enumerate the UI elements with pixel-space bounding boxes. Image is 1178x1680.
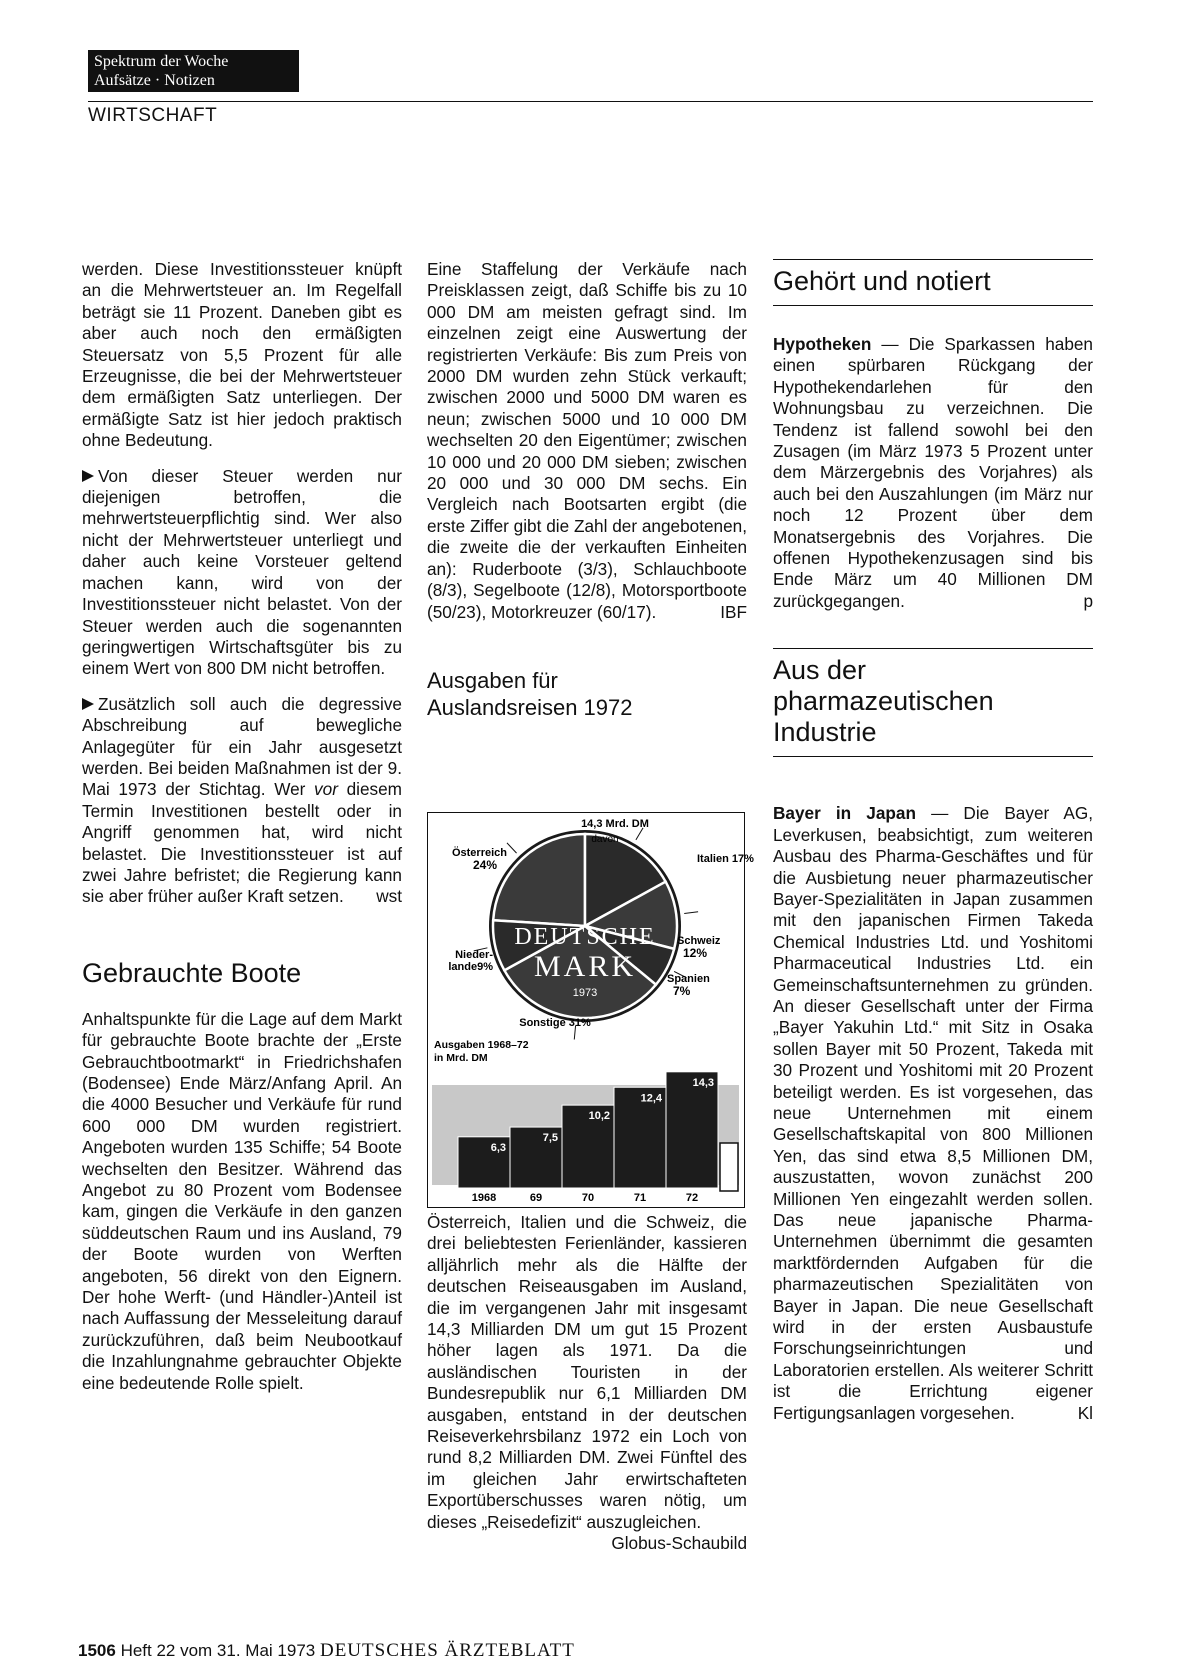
paragraph: Anhaltspunkte für die Lage auf dem Markt für gebrauchte Boote brachte der „Erste Gebrauchtbootmarkt“ in Friedrichshafen (Bodensee) Ende März/Anfang April. An die 4000 Besucher und Verkäufe für rund 600 000 DM wurden registriert. Angeboten wurden 135 Schiffe; 54 Boote wechselten den Besitzer. Während das Angebot zu 80 Prozent vom Bodensee kam, gingen die Verkäufe in den ganzen süddeutschen Raum und ins Ausland, 79 der Boote wurden von Werften angeboten, 56 direkt von den Eignern. Der hohe Werft- (und Händler-)Anteil ist nach Auffassung der Messeleitung darauf zurückzuführen, daß beim Neubootkauf die Inzahlungnahme gebrauchter Objekte eine bedeutende Rolle spielt. xyxy=(82,1008,402,1393)
paragraph: Zusätzlich soll auch die degressive Abschreibung auf bewegliche Anlagegüter für ein Jahr ausgesetzt werden. Bei beiden Maßnahmen ist der 9. Mai 1973 der Stichtag. Wer vor diesem Termin Investitionen bestellt oder in Angriff genommen hat, wird nicht belastet. Die Investitionssteuer ist auf zwei Jahre befristet; die Regierung kann sie aber früher außer Kraft setzen. wst xyxy=(82,693,402,907)
paragraph: werden. Diese Investitionssteuer knüpft an die Mehrwertsteuer an. Im Regelfall beträgt sie 11 Prozent. Daneben gibt es aber auch noch den ermäßigten Steuersatz von 5,5 Prozent für alle Erzeugnisse, die bei der Mehrwertsteuer dem ermäßigten Satz unterliegen. Der ermäßigte Satz ist hier jedoch praktisch ohne Bedeutung. xyxy=(82,259,402,451)
bullet-triangle-icon xyxy=(82,470,94,482)
paragraph: Bayer in Japan — Die Bayer AG, Leverkusen, beabsichtigt, zum weiteren Ausbau des Pharma-Geschäftes und für die Ausbietung neuer pharmazeutischer Bayer-Spezialitäten in Japan zusammen mit den japanischen Firmen Takeda Chemical Industries Ltd. und Yoshitomi Pharmaceutical Industries Ltd. ein Gemeinschaftsunternehmen zu gründen. An dieser Gesellschaft unter der Firma „Bayer Yakuhin Ltd.“ mit Sitz in Osaka sollen Bayer mit 50 Prozent, Takeda mit 30 Prozent und Yoshitomi mit 20 Prozent beteiligt werden. Es ist vorgesehen, das neue Unternehmen mit einem Gesellschaftskapital von 800 Millionen Yen, das sind etwa 8,5 Millionen DM, auszustatten, wovon zunächst 200 Millionen Yen eingezahlt werden sollen. Das neue japanische Pharma-Unternehmen übernimmt die gesamten marktfördernden Aufgaben für die pharmazeutischen Spezialitäten von Bayer in Japan. Die neue Gesellschaft wird in der ersten Ausbaustufe Forschungseinrichtungen und Laboratorien erstellen. Als weiterer Schritt ist die Errichtung eigener Fertigungsanlagen vorgesehen. Kl xyxy=(773,803,1094,1423)
headline-gebrauchte-boote: Gebrauchte Boote xyxy=(82,957,302,988)
author-signature: wst xyxy=(376,886,402,907)
page-footer xyxy=(78,1640,575,1662)
pie-slice-label: Österreich xyxy=(451,847,507,859)
pie-subtitle: davon xyxy=(591,834,619,845)
pie-slice-label: Spanien xyxy=(667,973,710,985)
header-rule xyxy=(88,101,1093,102)
coin-year: 1973 xyxy=(572,987,598,999)
paragraph: Österreich, Italien und die Schweiz, die drei beliebtesten Ferienländer, kassieren alljährlich mehr als die Hälfte der deutschen Reiseausgaben im Ausland, die im vergangenen Jahr mit insgesamt 14,3 Milliarden DM um gut 15 Prozent höher lagen als 1971. Da die ausländischen Touristen in der Bundesrepublik nur 6,1 Milliarden DM ausgaben, entstand in der deutschen Reiseverkehrsbilanz 1972 ein Loch von rund 8,2 Milliarden DM. Zwei Fünftel des im gleichen Jahr erwirtschafteten Exportüberschusses waren nötig, um dieses „Reisedefizit“ auszugleichen. Globus-Schaubild xyxy=(427,1212,747,1554)
bar-value-label: 12,4 xyxy=(640,1092,662,1105)
masthead xyxy=(88,50,299,92)
section-label: WIRTSCHAFT xyxy=(88,105,218,126)
pie-slice-value: 7% xyxy=(673,984,691,998)
bar-category-label: 72 xyxy=(685,1192,699,1204)
column-1 xyxy=(82,259,402,1394)
author-signature: Kl xyxy=(1077,1402,1093,1423)
bar-category-label: 1968 xyxy=(471,1192,497,1204)
pie-slice-label: Nieder- xyxy=(455,949,493,961)
column-3 xyxy=(773,259,1093,1424)
chart-graphic xyxy=(428,813,754,1206)
headline-gehoert-und-notiert: Gehört und notiert xyxy=(773,266,991,296)
pie-slice-label: Sonstige 31% xyxy=(519,1017,591,1029)
coin-text: DEUTSCHE xyxy=(514,924,656,950)
magazine-name: DEUTSCHES ÄRZTEBLATT xyxy=(319,1640,575,1661)
coin-text: MARK xyxy=(533,950,637,983)
bar-category-label: 69 xyxy=(529,1192,543,1204)
issue-info: Heft 22 vom 31. Mai 1973 xyxy=(120,1641,316,1660)
bar-category-label: 71 xyxy=(633,1192,647,1204)
bar-category-label: 70 xyxy=(581,1192,595,1204)
bar xyxy=(666,1072,718,1188)
bullet-triangle-icon xyxy=(82,698,94,710)
masthead-line-1: Spektrum der Woche xyxy=(94,53,229,70)
column-2-lower xyxy=(427,1212,747,1555)
bar-value-label: 10,2 xyxy=(588,1110,610,1123)
bar-chart-title: Ausgaben 1968–72 xyxy=(434,1039,529,1051)
pie-total-label: 14,3 Mrd. DM xyxy=(581,818,649,830)
paragraph: Von dieser Steuer werden nur diejenigen betroffen, die mehrwertsteuerpflichtig sind. Wer also nicht der Mehrwertsteuer unterliegt und daher auch keine Vorsteuer geltend machen kann, wird von der Investitionssteuer nicht belastet. Von der Steuer werden auch die sogenannten geringwertigen Wirtschaftsgüter bis zu einem Wert von 800 DM nicht betroffen. xyxy=(82,465,402,679)
pie-slice-label: lande9% xyxy=(448,961,493,973)
pie-slice-label: Schweiz xyxy=(677,935,721,947)
masthead-line-2: Aufsätze · Notizen xyxy=(94,72,215,89)
pie-slice-value: 12% xyxy=(683,946,708,960)
column-2 xyxy=(427,259,747,721)
paragraph: Eine Staffelung der Verkäufe nach Preisklassen zeigt, daß Schiffe bis zu 10 000 DM am meisten gefragt sind. Im einzelnen zeigt eine Auswertung der registrierten Verkäufe: Bis zum Preis von 2000 DM wurden zehn Stück verkauft; zwischen 2000 und 5000 DM waren es neun; zwischen 5000 und 10 000 DM wechselten 20 den Eigentümer; zwischen 10 000 und 20 000 DM sieben; zwischen 20 000 und 30 000 DM sechs. Ein Vergleich nach Bootsarten ergibt (die erste Ziffer gibt die Zahl der angebotenen, die zweite die der verkauften Einheiten an): Ruderboote (3/3), Schlauchboote (8/3), Segelboote (12/8), Motorsportboote (50/23), Motorkreuzer (60/17). IBF xyxy=(427,259,747,622)
chart-corner-box xyxy=(720,1143,738,1191)
pie-slice-label: Italien 17% xyxy=(697,853,754,865)
chart-heading: Ausgaben für Auslandsreisen 1972 xyxy=(427,667,633,720)
travel-spending-chart xyxy=(427,812,754,1208)
pie-leader-line xyxy=(507,843,517,853)
bar-value-label: 7,5 xyxy=(542,1132,558,1145)
bar-chart-title: in Mrd. DM xyxy=(434,1052,488,1064)
headline-pharma-industrie: Aus der pharmazeutischen Industrie xyxy=(773,655,994,748)
author-signature: p xyxy=(1083,590,1093,611)
bar-value-label: 14,3 xyxy=(692,1076,714,1089)
author-signature: IBF xyxy=(720,601,747,622)
paragraph: Hypotheken — Die Sparkassen haben einen spürbaren Rückgang der Hypothekendarlehen für den Wohnungsbau zu verzeichnen. Die Tendenz ist fallend sowohl bei den Zusagen (im März 1973 5 Prozent unter dem Märzergebnis des Vorjahres) als auch bei den Auszahlungen (im März nur noch 12 Prozent über dem Monatsergebnis des Vorjahres. Die offenen Hypothekenzusagen sind bis Ende März um 40 Millionen DM zurückgegangen. p xyxy=(773,334,1093,611)
pie-slice-value: 24% xyxy=(472,858,497,872)
page-number: 1506 xyxy=(78,1641,116,1660)
bar-value-label: 6,3 xyxy=(490,1141,506,1154)
source-credit: Globus-Schaubild xyxy=(611,1533,747,1554)
pie-leader-line xyxy=(684,912,698,914)
